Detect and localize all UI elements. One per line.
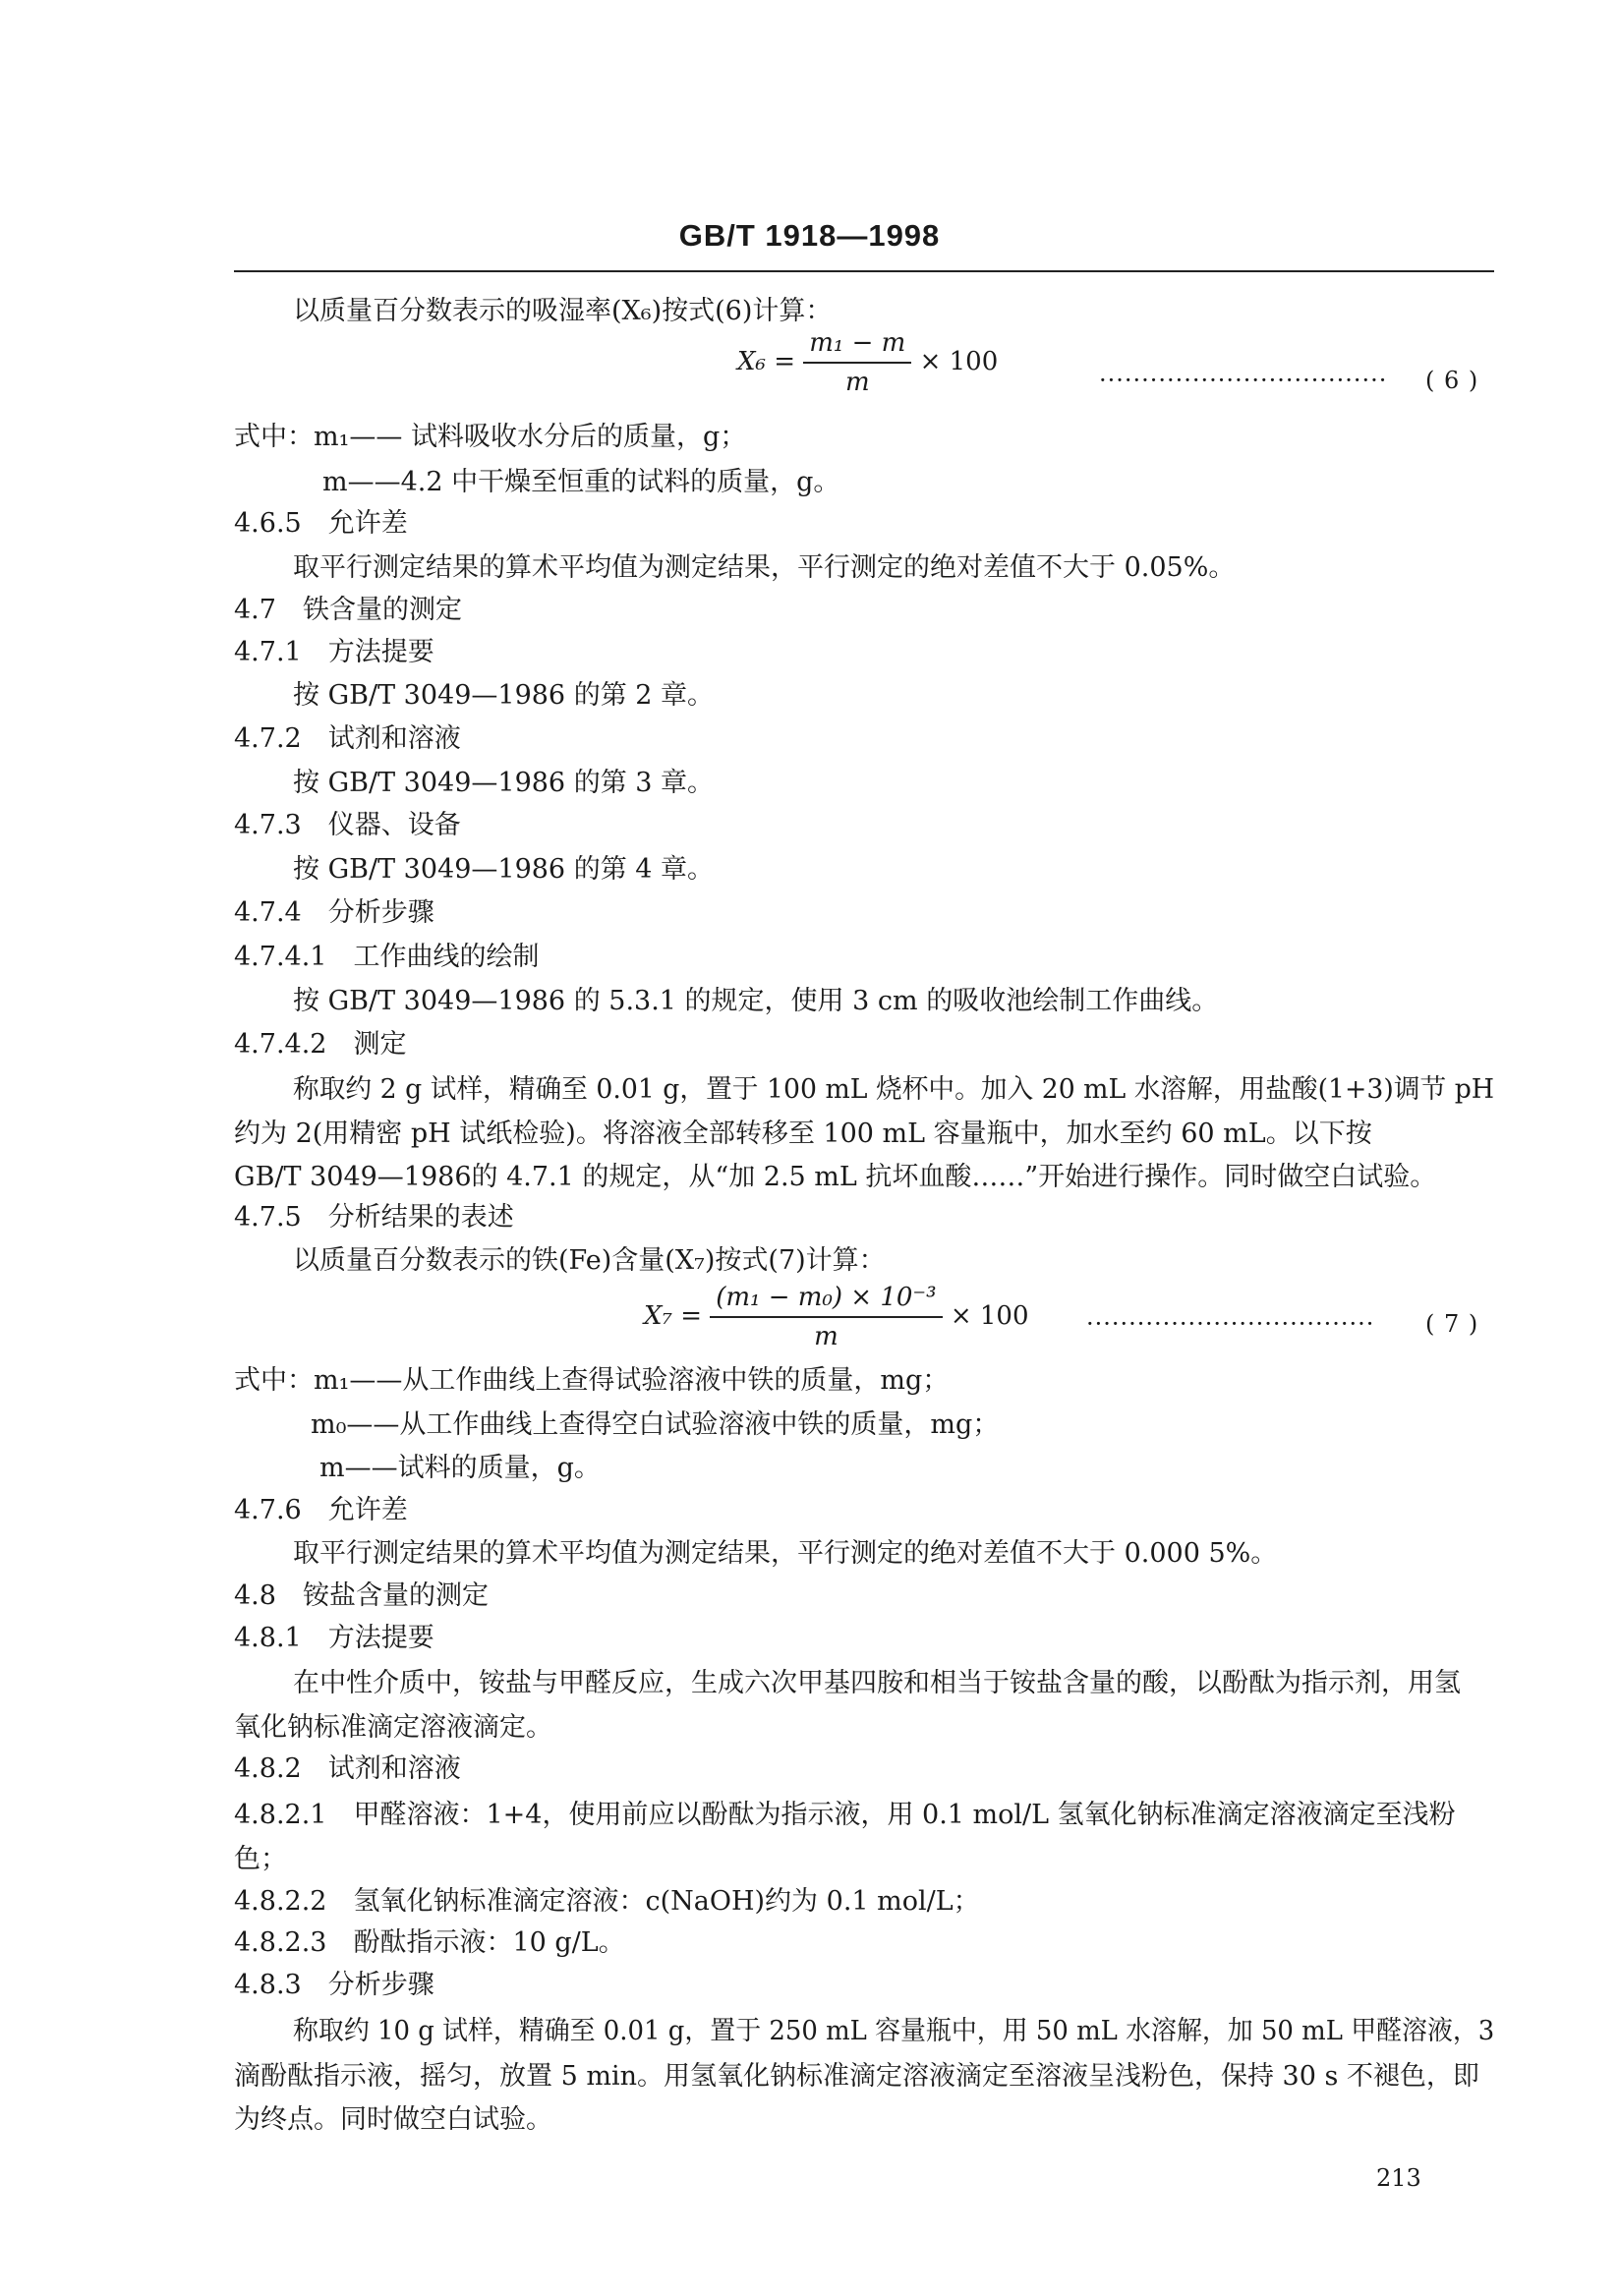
formula-6-number: ( 6 ) xyxy=(1425,367,1479,394)
where-m1-iron: 式中：m₁——从工作曲线上查得试验溶液中铁的质量，mg； xyxy=(234,1365,950,1396)
section-4-7-5: 4.7.5 分析结果的表述 xyxy=(234,1202,514,1233)
text-4-7-4-1: 按 GB/T 3049—1986 的 5.3.1 的规定，使用 3 cm 的吸收池绘制工作曲线。 xyxy=(293,986,1219,1016)
section-4-7-3: 4.7.3 仪器、设备 xyxy=(234,810,461,840)
text-4-7-4-2-line3: GB/T 3049—1986的 4.7.1 的规定，从“加 2.5 mL 抗坏血酸……”开始进行操作。同时做空白试验。 xyxy=(234,1162,1437,1192)
text-4-7-4-2-line2: 约为 2(用精密 pH 试纸检验)。将溶液全部转移至 100 mL 容量瓶中，加水至约 60 mL。以下按 xyxy=(234,1119,1372,1149)
text-4-7-3: 按 GB/T 3049—1986 的第 4 章。 xyxy=(293,854,715,885)
section-4-7: 4.7 铁含量的测定 xyxy=(234,595,462,625)
text-4-7-1: 按 GB/T 3049—1986 的第 2 章。 xyxy=(293,680,715,711)
formula-6-fraction xyxy=(803,328,911,397)
formula-7-denominator: m xyxy=(814,1322,838,1351)
section-4-6-5: 4.6.5 允许差 xyxy=(234,508,408,539)
formula-7-fraction xyxy=(710,1283,942,1351)
section-4-7-1: 4.7.1 方法提要 xyxy=(234,637,434,667)
section-4-7-4-1: 4.7.4.1 工作曲线的绘制 xyxy=(234,942,540,972)
section-4-8-1: 4.8.1 方法提要 xyxy=(234,1623,434,1653)
text-4-8-2-1-line1: 4.8.2.1 甲醛溶液：1+4，使用前应以酚酞为指示液，用 0.1 mol/L 氢氧化钠标准滴定溶液滴定至浅粉 xyxy=(234,1800,1456,1830)
text-4-8-1-line1: 在中性介质中，铵盐与甲醛反应，生成六次甲基四胺和相当于铵盐含量的酸，以酚酞为指示剂，用氢 xyxy=(293,1668,1461,1698)
formula-7-leader: ·································· xyxy=(1086,1310,1375,1338)
where-m-dry: m——4.2 中干燥至恒重的试料的质量，g。 xyxy=(322,467,840,497)
formula-6-tail: × 100 xyxy=(919,347,999,376)
formula-7-tail: × 100 xyxy=(950,1301,1029,1331)
formula-7-number: ( 7 ) xyxy=(1425,1310,1479,1338)
where-m-sample: m——试料的质量，g。 xyxy=(319,1453,601,1483)
section-4-7-4-2: 4.7.4.2 测定 xyxy=(234,1029,407,1060)
section-4-8-2: 4.8.2 试剂和溶液 xyxy=(234,1753,461,1784)
tolerance-4-7-6: 取平行测定结果的算术平均值为测定结果，平行测定的绝对差值不大于 0.000 5%。 xyxy=(293,1538,1278,1569)
header-rule xyxy=(234,270,1494,272)
formula-6-denominator: m xyxy=(844,368,870,397)
text-4-8-2-3: 4.8.2.3 酚酞指示液：10 g/L。 xyxy=(234,1927,625,1958)
text-4-7-4-2-line1: 称取约 2 g 试样，精确至 0.01 g，置于 100 mL 烧杯中。加入 20 mL 水溶解，用盐酸(1+3)调节 pH xyxy=(293,1074,1495,1105)
where-m0-blank: m₀——从工作曲线上查得空白试验溶液中铁的质量，mg； xyxy=(311,1409,1000,1440)
section-4-8: 4.8 铵盐含量的测定 xyxy=(234,1580,489,1611)
formula-6-leader: ·································· xyxy=(1099,367,1388,394)
formula-6 xyxy=(737,328,998,397)
formula-6-lhs: X₆ = xyxy=(737,347,795,376)
section-4-7-6: 4.7.6 允许差 xyxy=(234,1495,408,1525)
formula-6-intro: 以质量百分数表示的吸湿率(X₆)按式(6)计算： xyxy=(293,296,833,326)
text-4-8-3-line2: 滴酚酞指示液，摇匀，放置 5 min。用氢氧化钠标准滴定溶液滴定至溶液呈浅粉色，保持 30 s 不褪色，即 xyxy=(234,2061,1479,2092)
text-4-8-2-1-line2: 色； xyxy=(234,1844,287,1874)
formula-7-intro: 以质量百分数表示的铁(Fe)含量(X₇)按式(7)计算： xyxy=(293,1245,886,1276)
page-number: 213 xyxy=(1376,2164,1421,2192)
standard-header: GB/T 1918—1998 xyxy=(678,218,941,253)
text-4-8-3-line1: 称取约 10 g 试样，精确至 0.01 g，置于 250 mL 容量瓶中，用 50 mL 水溶解，加 50 mL 甲醛溶液，3 xyxy=(293,2016,1495,2046)
formula-7-lhs: X₇ = xyxy=(644,1301,702,1331)
text-4-8-3-line3: 为终点。同时做空白试验。 xyxy=(234,2104,552,2135)
section-4-7-4: 4.7.4 分析步骤 xyxy=(234,897,434,928)
tolerance-4-6-5: 取平行测定结果的算术平均值为测定结果，平行测定的绝对差值不大于 0.05%。 xyxy=(293,552,1236,583)
text-4-8-2-2: 4.8.2.2 氢氧化钠标准滴定溶液：c(NaOH)约为 0.1 mol/L； xyxy=(234,1886,980,1917)
text-4-7-2: 按 GB/T 3049—1986 的第 3 章。 xyxy=(293,768,715,798)
section-4-8-3: 4.8.3 分析步骤 xyxy=(234,1970,434,2000)
formula-7 xyxy=(644,1283,1029,1351)
text-4-8-1-line2: 氧化钠标准滴定溶液滴定。 xyxy=(234,1712,552,1743)
section-4-7-2: 4.7.2 试剂和溶液 xyxy=(234,723,461,754)
formula-7-numerator: (m₁ − m₀) × 10⁻³ xyxy=(710,1283,942,1318)
where-m1-moist: 式中：m₁—— 试料吸收水分后的质量，g； xyxy=(234,422,747,452)
formula-6-numerator: m₁ − m xyxy=(803,328,911,364)
